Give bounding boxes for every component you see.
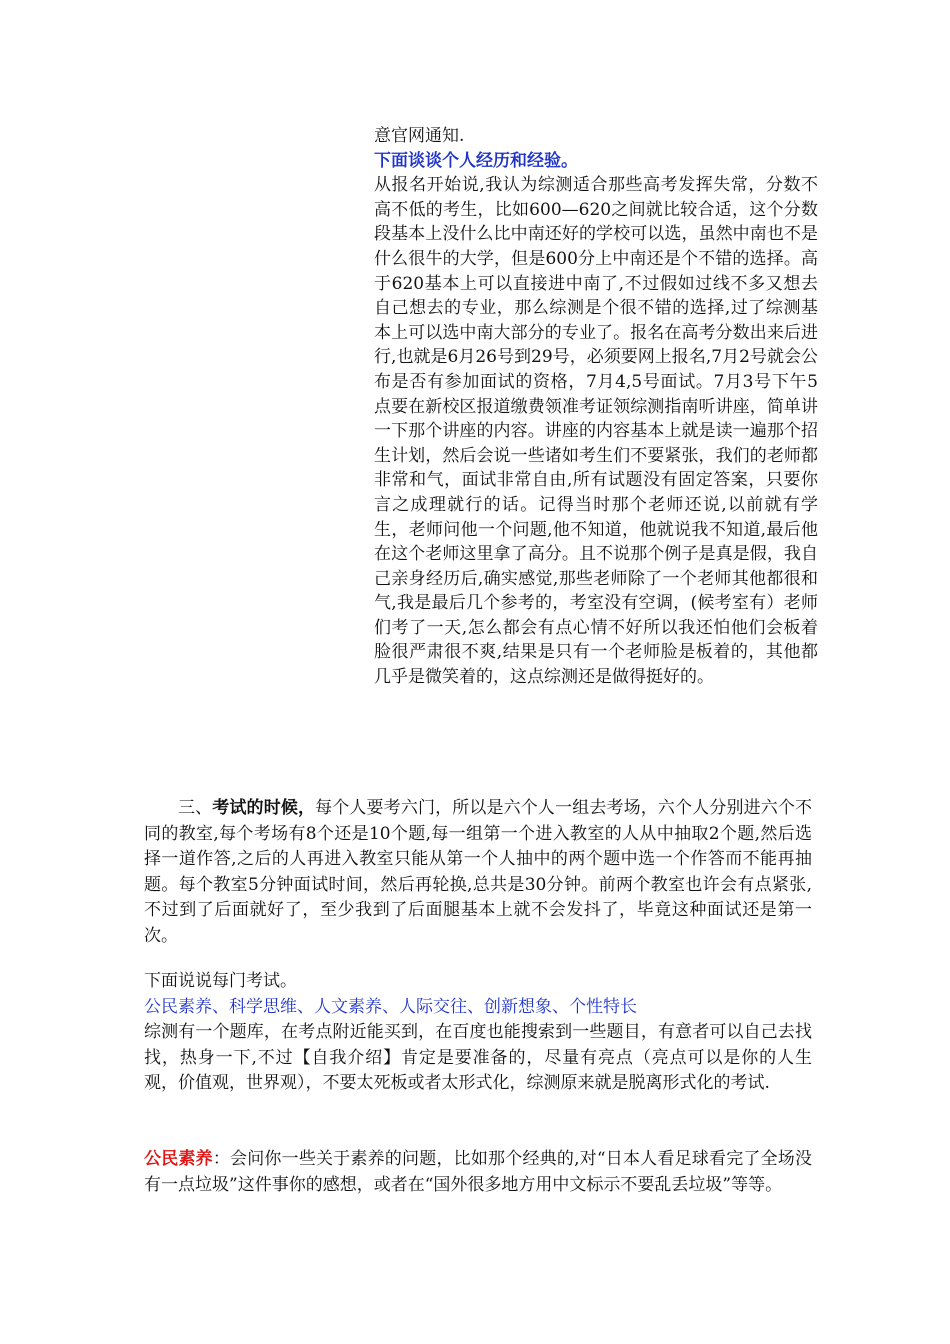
each-exam-intro: 下面说说每门考试。 bbox=[144, 971, 297, 991]
notice-line: 意官网通知. bbox=[374, 126, 465, 146]
exam-time-section bbox=[144, 796, 812, 949]
section-number: 三、 bbox=[178, 798, 213, 818]
civic-literacy-label: 公民素养 bbox=[144, 1149, 213, 1169]
exam-time-paragraph bbox=[144, 796, 812, 949]
each-exam-section bbox=[144, 969, 812, 1097]
experience-paragraph: 从报名开始说,我认为综测适合那些高考发挥失常，分数不高不低的考生，比如600—620之间就比较合适，这个分数段基本上没什么比中南还好的学校可以选，虽然中南也不是什么很牛的大学，但是600分上中南还是个不错的选择。高于620基本上可以直接进中南了,不过假如过线不多又想去自己想去的专业，那么综测是个很不错的选择,过了综测基本上可以选中南大部分的专业了。报名在高考分数出来后进行,也就是6月26号到29号，必须要网上报名,7月2号就会公布是否有参加面试的资格，7月4,5号面试。7月3号下午5点要在新校区报道缴费领准考证领综测指南听讲座，简单讲一下那个讲座的内容。讲座的内容基本上就是读一遍那个招生计划，然后会说一些诸如考生们不要紧张，我们的老师都非常和气，面试非常自由,所有试题没有固定答案，只要你言之成理就行的话。记得当时那个老师还说,以前就有学生，老师问他一个问题,他不知道，他就说我不知道,最后他在这个老师这里拿了高分。且不说那个例子是真是假，我自己亲身经历后,确实感觉,那些老师除了一个老师其他都很和气,我是最后几个参考的，考室没有空调，(候考室有）老师们考了一天,怎么都会有点心情不好所以我还怕他们会板着脸很严肃很不爽,结果是只有一个老师脸是板着的，其他都几乎是微笑着的，这点综测还是做得挺好的。 bbox=[374, 175, 818, 688]
exam-time-body: 每个人要考六门，所以是六个人一组去考场，六个人分别进六个不同的教室,每个考场有8个还是10个题,每一组第一个进入教室的人从中抽取2个题,然后选择一道作答,之后的人再进入教室只能从第一个人抽中的两个题中选一个作答而不能再抽题。每个教室5分钟面试时间，然后再轮换,总共是30分钟。前两个教室也许会有点紧张,不过到了后面就好了，至少我到了后面腿基本上就不会发抖了，毕竟这种面试还是第一次。 bbox=[144, 798, 813, 946]
civic-literacy-paragraph bbox=[144, 1147, 812, 1198]
civic-literacy-section bbox=[144, 1147, 812, 1198]
experience-heading: 下面谈谈个人经历和经验。 bbox=[374, 150, 578, 171]
exam-time-title: 考试的时候， bbox=[212, 798, 316, 818]
narrow-text-column bbox=[374, 124, 818, 690]
question-bank-paragraph: 综测有一个题库，在考点附近能买到，在百度也能搜索到一些题目，有意者可以自己去找找，热身一下,不过【自我介绍】肯定是要准备的，尽量有亮点（亮点可以是你的人生观，价值观，世界观），不要太死板或者太形式化，综测原来就是脱离形式化的考试. bbox=[144, 1022, 812, 1093]
subjects-line: 公民素养、科学思维、人文素养、人际交往、创新想象、个性特长 bbox=[144, 996, 637, 1017]
civic-literacy-body: ：会问你一些关于素养的问题，比如那个经典的,对“日本人看足球看完了全场没有一点垃圾”这件事你的感想，或者在“国外很多地方用中文标示不要乱丢垃圾”等等。 bbox=[144, 1149, 813, 1195]
